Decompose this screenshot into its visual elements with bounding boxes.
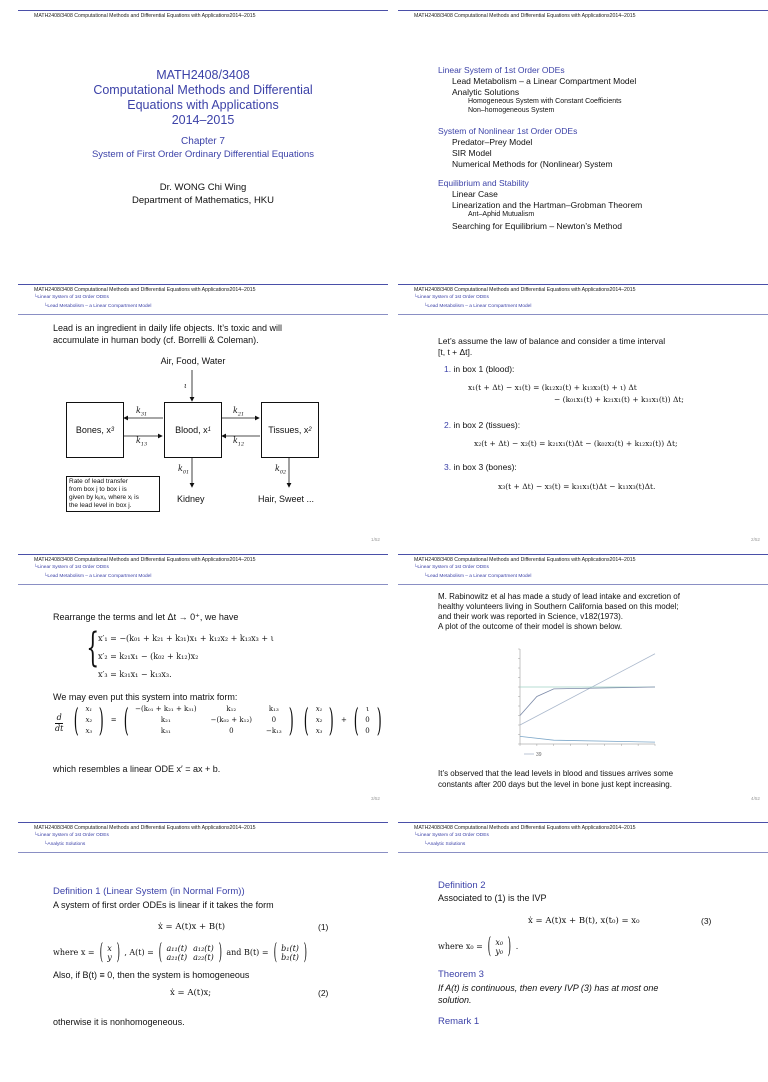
author: Dr. WONG Chi Wing [159, 182, 247, 193]
slide-header: MATH2408/3408 Computational Methods and Differential Equations with Applications2014–2015 [18, 822, 388, 837]
slide-law-of-balance [398, 284, 768, 544]
plot-series-line [520, 687, 655, 716]
brace: { [86, 625, 100, 671]
equation-1-number: (1) [318, 922, 329, 932]
equation-2-number: (2) [318, 988, 329, 998]
equation-blood: x₁(t + Δt) − x₁(t) = (k₁₂x₂(t) + k₁₃x₃(t) + ι) Δt [468, 383, 637, 392]
course-title: MATH2408/3408 Computational Methods and Differential Equations with Applications 2014–2015 [93, 68, 313, 127]
intro-text: Lead is an ingredient in daily life objects. It’s toxic and will accumulate in human body (cf. Borrelli & Coleman). [53, 323, 282, 345]
observation-text: It’s observed that the lead levels in blood and tissues arrives some constants after 200 days but the level in bone just kept increasing. [438, 769, 674, 789]
toc-subitem[interactable]: Ant–Aphid Mutualism [468, 211, 535, 218]
toc-section[interactable]: Linear System of 1st Order ODEs [438, 65, 565, 75]
blood-box: Blood, x 1 [164, 402, 222, 458]
equation-blood-cont: − (k₀₁x₁(t) + k₂₁x₁(t) + k₃₁x₁(t)) Δt; [554, 395, 684, 404]
plot-series-line [520, 654, 655, 725]
page-number: 3/52 [371, 796, 380, 801]
homogeneous-text: Also, if B(t) ≡ 0, then the system is homogeneous [53, 970, 250, 980]
breadcrumb-section: └Linear System of 1st Order ODEs [414, 565, 489, 570]
plot-series-line [520, 736, 655, 742]
toc-item[interactable]: SIR Model [452, 148, 492, 158]
breadcrumb-subsection: └Analytic Solutions [44, 842, 86, 847]
equation-tissues: x₂(t + Δt) − x₂(t) = k₂₁x₁(t)Δt − (k₀₂x₂(t) + k₁₂x₂(t)) Δt; [474, 439, 678, 448]
breadcrumb-section: └Linear System of 1st Order ODEs [34, 565, 109, 570]
equation-3: ẋ = A(t)x + B(t), x(t₀) = x₀ [528, 916, 640, 926]
system-eq-2: x′₂ = k₂₁x₁ − (k₀₂ + k₁₂)x₂ [98, 652, 199, 661]
equation-bones: x₃(t + Δt) − x₃(t) = k₃₁x₁(t)Δt − k₁₃x₃(t)Δt. [498, 482, 656, 491]
slide-compartment-model [18, 284, 388, 544]
definitions-line: where x = ( x y ) , A(t) = ( a₁₁(t) a₁₂(t) a₂₁(t) a₂₂(t) ) and B(t) = ( b₁(t) b₂(t) ) [53, 940, 307, 965]
k31-label: $k_{31}$ [136, 406, 148, 418]
bones-box: Bones, x 3 [66, 402, 124, 458]
breadcrumb-section: └Linear System of 1st Order ODEs [34, 295, 109, 300]
toc-item[interactable]: Numerical Methods for (Nonlinear) System [452, 159, 613, 169]
toc-subitem[interactable]: Non–homogeneous System [468, 107, 555, 114]
theorem-text: If A(t) is continuous, then every IVP (3) has at most one solution. [438, 983, 659, 1005]
breadcrumb-section: └Linear System of 1st Order ODEs [414, 295, 489, 300]
breadcrumb-divider [398, 314, 768, 315]
toc-section[interactable]: Equilibrium and Stability [438, 178, 529, 188]
slide-header: MATH2408/3408 Computational Methods and Differential Equations with Applications2014–2015 [398, 284, 768, 299]
list-item-2: 2. in box 2 (tissues): [444, 420, 521, 430]
equation-1: ẋ = A(t)x + B(t) [158, 922, 226, 932]
iota-label: ι [184, 382, 187, 390]
breadcrumb-divider [398, 852, 768, 853]
matrix-equation: ( x₁ x₂ x₃ ) = ( −(k₀₁ + k₂₁ + k₃₁) k₁₂ k₁₃ k₂₁ −(k₀₂ + k₁₂) 0 k₃₁ 0 −k₁₃ ) ( x₁ x₂ x₃ ) + ( ι 0 0 ) [73, 701, 382, 739]
page-number: 2/52 [751, 537, 760, 542]
slide-rabinowitz-plot [398, 554, 768, 814]
breadcrumb-subsection: └Lead Metabolism – a Linear Compartment Model [424, 304, 532, 309]
breadcrumb-divider [18, 852, 388, 853]
k12-label: $k_{12}$ [233, 436, 245, 448]
plot-legend-label: 39 [536, 752, 542, 758]
slide-header: MATH2408/3408 Computational Methods and Differential Equations with Applications2014–2015 [18, 284, 388, 299]
toc-item[interactable]: Analytic Solutions [452, 87, 520, 97]
slide-contents [398, 10, 768, 270]
study-text: M. Rabinowitz et al has made a study of lead intake and excretion of healthy volunteers living in Southern California based on this model; and their work was reported in Science, v182(1973). A plot of the outcome of their model is shown below. [438, 592, 680, 631]
system-eq-1: x′₁ = −(k₀₁ + k₂₁ + k₃₁)x₁ + k₁₂x₂ + k₁₃x₃ + ι [98, 634, 274, 643]
breadcrumb-subsection: └Lead Metabolism – a Linear Compartment Model [44, 574, 152, 579]
toc-subitem[interactable]: Homogeneous System with Constant Coefficients [468, 98, 622, 105]
breadcrumb-subsection: └Lead Metabolism – a Linear Compartment Model [424, 574, 532, 579]
slide-header: MATH2408/3408 Computational Methods and Differential Equations with Applications2014–2015 [398, 554, 768, 569]
source-label: Air, Food, Water [160, 356, 226, 366]
nonhomogeneous-text: otherwise it is nonhomogeneous. [53, 1017, 185, 1027]
matrix-intro: We may even put this system into matrix form: [53, 692, 238, 702]
toc-item[interactable]: Predator–Prey Model [452, 137, 533, 147]
equation-3-number: (3) [701, 916, 712, 926]
kidney-label: Kidney [177, 494, 205, 504]
breadcrumb-divider [18, 584, 388, 585]
page-number: 4/52 [751, 796, 760, 801]
resembles-text: which resembles a linear ODE x′ = ax + b. [53, 764, 221, 774]
slide-title [18, 10, 388, 270]
definition-title: Definition 2 [438, 880, 486, 891]
toc-item[interactable]: Searching for Equilibrium – Newton’s Method [452, 221, 622, 231]
slide-header: MATH2408/3408 Computational Methods and Differential Equations with Applications2014–2015 [18, 10, 388, 25]
derivative-operator: d dt [55, 713, 64, 733]
k21-label: $k_{21}$ [233, 406, 245, 418]
department: Department of Mathematics, HKU [131, 195, 275, 206]
k01-label: $k_{01}$ [178, 464, 190, 476]
chapter-subtitle: System of First Order Ordinary Differential Equations [91, 149, 315, 160]
k13-label: $k_{13}$ [136, 436, 148, 448]
hair-label: Hair, Sweet ... [258, 494, 315, 504]
intro-text: Let’s assume the law of balance and consider a time interval [t, t + Δt]. [438, 336, 666, 357]
theorem-title: Theorem 3 [438, 969, 484, 980]
tissues-box: Tissues, x 2 [261, 402, 319, 458]
toc-section[interactable]: System of Nonlinear 1st Order ODEs [438, 126, 578, 136]
breadcrumb-subsection: └Analytic Solutions [424, 842, 466, 847]
toc-item[interactable]: Linear Case [452, 189, 498, 199]
breadcrumb-divider [398, 584, 768, 585]
equation-2: ẋ = A(t)x; [170, 988, 212, 998]
breadcrumb-section: └Linear System of 1st Order ODEs [414, 833, 489, 838]
slide-header: MATH2408/3408 Computational Methods and Differential Equations with Applications2014–2015 [18, 554, 388, 569]
definition-title: Definition 1 (Linear System (in Normal Form)) [53, 886, 245, 897]
slide-header: MATH2408/3408 Computational Methods and Differential Equations with Applications2014–2015 [398, 822, 768, 837]
toc-item[interactable]: Lead Metabolism – a Linear Compartment Model [452, 76, 637, 86]
chapter-label: Chapter 7 [181, 136, 225, 147]
remark-title: Remark 1 [438, 1016, 480, 1027]
transfer-note: Rate of lead transfer from box j to box i is given by kᵢⱼxⱼ, where xⱼ is the lead level in box j. [66, 476, 160, 512]
breadcrumb-subsection: └Lead Metabolism – a Linear Compartment Model [44, 304, 152, 309]
slide-definition-2 [398, 822, 768, 1082]
list-item-3: 3. in box 3 (bones): [444, 462, 517, 472]
k02-label: $k_{02}$ [275, 464, 287, 476]
initial-vector: where x₀ = ( x₀ y₀ ) . [438, 934, 519, 959]
slide-matrix-form [18, 554, 388, 814]
page-number: 1/52 [371, 537, 380, 542]
definition-text: Associated to (1) is the IVP [438, 893, 547, 903]
system-eq-3: x′₃ = k₃₁x₁ − k₁₃x₃. [98, 670, 172, 679]
rearrange-text: Rearrange the terms and let Δt → 0⁺, we have [53, 612, 239, 622]
breadcrumb-section: └Linear System of 1st Order ODEs [34, 833, 109, 838]
list-item-1: 1. in box 1 (blood): [444, 364, 515, 374]
slide-header: MATH2408/3408 Computational Methods and Differential Equations with Applications2014–2015 [398, 10, 768, 25]
lead-level-plot [510, 644, 660, 759]
toc-item[interactable]: Linearization and the Hartman–Grobman Theorem [452, 200, 643, 210]
slide-definition-1 [18, 822, 388, 1082]
definition-text: A system of first order ODEs is linear if it takes the form [53, 900, 274, 910]
